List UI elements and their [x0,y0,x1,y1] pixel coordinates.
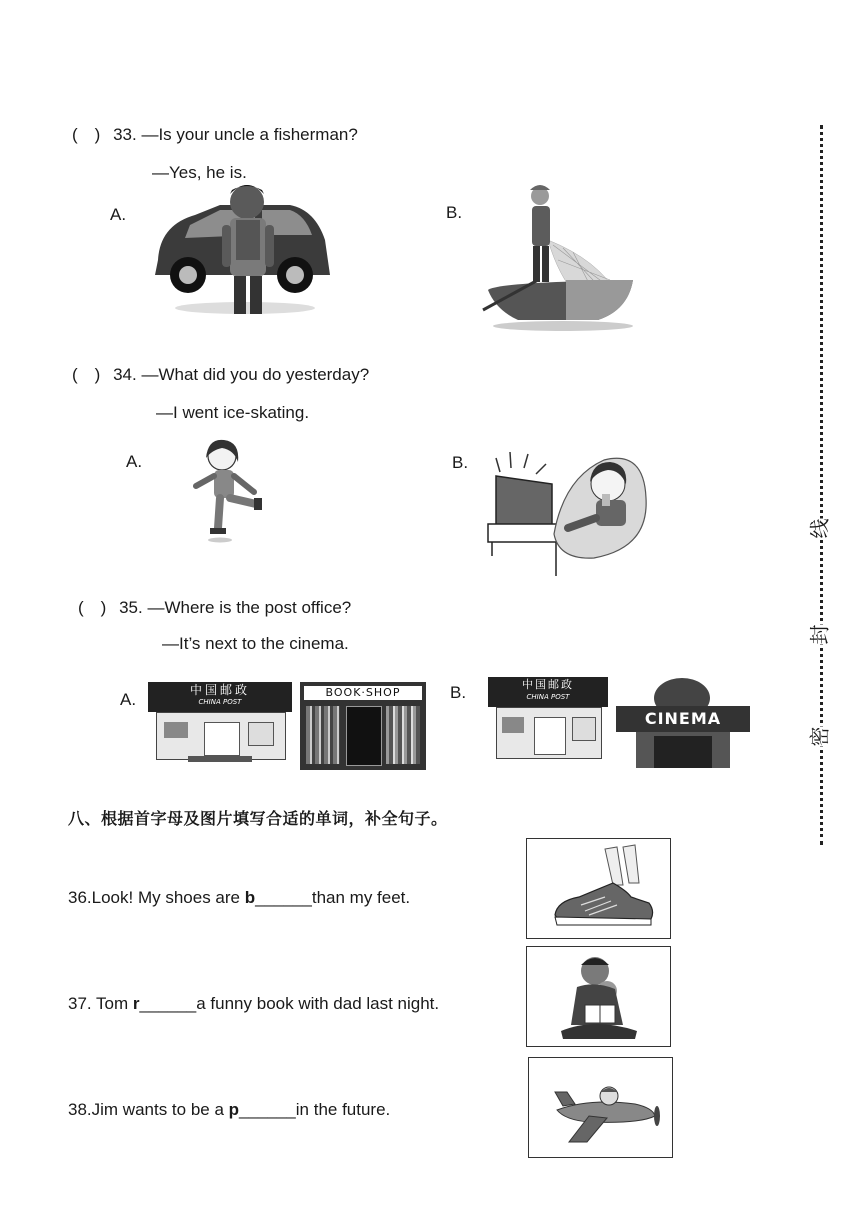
question-text: —Is your uncle a fisherman? [141,125,358,144]
answer-34: —I went ice-skating. [156,403,310,422]
question-number: 35. [119,598,143,617]
answer-33: —Yes, he is. [152,163,247,182]
answer-paren[interactable]: ( ) [72,125,101,144]
girl-ice-skating-illustration [188,436,272,546]
car-man-illustration [150,180,335,318]
fill-item-38: 38.Jim wants to be a p______in the future. [68,1100,391,1119]
question-35 [78,593,351,618]
cinema-sign: CINEMA [616,706,750,732]
answer-blank[interactable]: ______ [255,888,312,907]
post-office-illustration-a [148,682,292,764]
book-shop-illustration [300,682,426,770]
question-text: —Where is the post office? [147,598,352,617]
question-number: 34. [113,365,137,384]
post-office-sign: 中国邮政 CHINA POST [148,682,292,712]
fill-item-37: 37. Tom r______a funny book with dad last night. [68,994,440,1013]
answer-paren[interactable]: ( ) [72,365,101,384]
shoes-illustration [527,839,670,938]
question-number: 33. [113,125,137,144]
binding-char: 封 [802,625,835,645]
answer-paren[interactable]: ( ) [78,598,107,617]
reading-picture-frame [526,946,671,1047]
binding-char: 密 [802,727,835,747]
answer-35: —It’s next to the cinema. [162,634,349,653]
girl-watching-tv-illustration [484,438,649,578]
post-office-sign: 中国邮政 CHINA POST [488,677,608,707]
question-text: —What did you do yesterday? [141,365,370,384]
pilot-picture-frame [528,1057,673,1158]
fill-item-36: 36.Look! My shoes are b______than my feet. [68,888,411,907]
option-b-label: B. [452,453,469,472]
fisherman-boat-illustration [478,180,640,332]
option-a-label: A. [126,452,143,471]
section-8-title: 八、根据首字母及图片填写合适的单词，补全句子。 [68,809,448,828]
option-b-label: B. [450,683,467,702]
question-34 [72,360,369,385]
option-a-label: A. [110,205,127,224]
book-shop-sign: BOOK·SHOP [304,686,422,700]
option-b-label: B. [446,203,463,222]
shoes-picture-frame [526,838,671,939]
hint-letter: p [228,1100,240,1119]
hint-letter: b [244,888,256,907]
hint-letter: r [132,994,140,1013]
answer-blank[interactable]: ______ [139,994,197,1013]
cinema-illustration [616,678,750,772]
question-33 [72,120,358,145]
binding-char: 线 [802,519,835,539]
post-office-illustration-b [488,677,608,763]
pilot-airplane-illustration [529,1058,672,1157]
answer-blank[interactable]: ______ [239,1100,296,1119]
reading-father-child-illustration [527,947,670,1046]
option-a-label: A. [120,690,137,709]
